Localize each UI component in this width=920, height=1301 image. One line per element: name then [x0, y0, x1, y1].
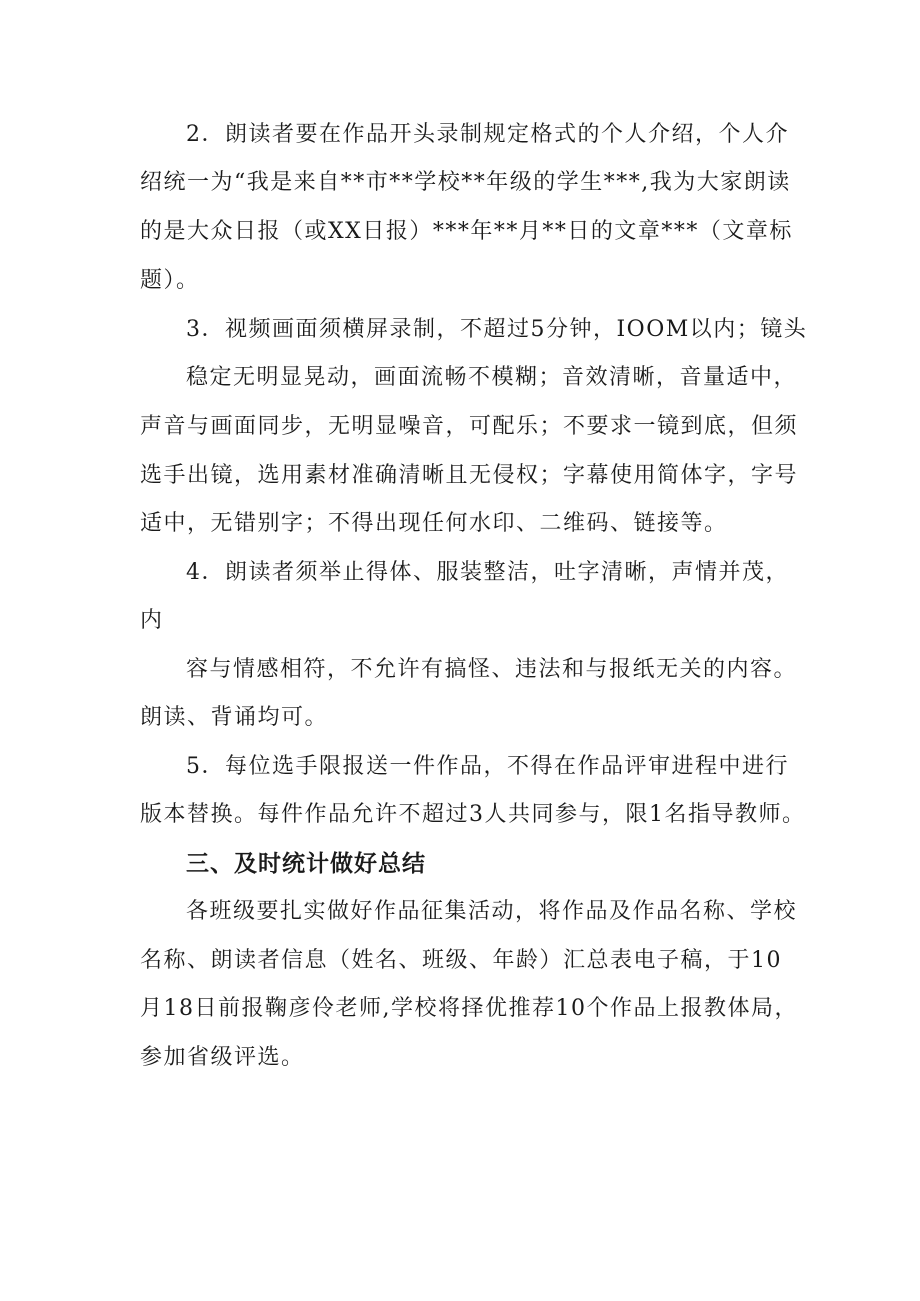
rule-3-line-1: 3．视频画面须横屏录制，不超过5分钟，IOOM以内；镜头 — [186, 317, 808, 342]
rule-2-line-3: 的是大众日报（或XX日报）***年**月**日的文章***（文章标 — [140, 219, 793, 244]
rule-3-line-3: 声音与画面同步，无明显噪音，可配乐；不要求一镜到底，但须 — [140, 414, 799, 439]
summary-line-4: 参加省级评选。 — [140, 1045, 305, 1070]
rule-3-line-5: 适中，无错别字；不得出现任何水印、二维码、链接等。 — [140, 511, 728, 536]
rule-5-line-2: 版本替换。每件作品允许不超过3人共同参与，限1名指导教师。 — [140, 802, 806, 827]
summary-line-2: 名称、朗读者信息（姓名、班级、年龄）汇总表电子稿，于10 — [140, 948, 782, 973]
rule-5-line-1: 5．每位选手限报送一件作品，不得在作品评审进程中进行 — [186, 754, 789, 779]
rule-2-line-1: 2．朗读者要在作品开头录制规定格式的个人介绍，个人介 — [186, 122, 789, 147]
rule-4-line-3: 容与情感相符，不允许有搞怪、违法和与报纸无关的内容。 — [186, 657, 798, 682]
summary-line-3: 月18日前报鞠彦伶老师,学校将择优推荐10个作品上报教体局， — [140, 996, 798, 1021]
rule-2-line-4: 题）。 — [140, 268, 200, 293]
summary-line-1: 各班级要扎实做好作品征集活动，将作品及作品名称、学校 — [186, 899, 798, 924]
rule-3-line-2: 稳定无明显晃动，画面流畅不模糊；音效清晰，音量适中， — [186, 365, 798, 390]
rule-2-line-2: 绍统一为“我是来自**市**学校**年级的学生***,我为大家朗读 — [140, 170, 791, 195]
rule-4-line-1: 4．朗读者须举止得体、服装整洁，吐字清晰，声情并茂， — [186, 560, 789, 585]
rule-4-line-4: 朗读、背诵均可。 — [140, 705, 329, 730]
section-3-heading: 三、及时统计做好总结 — [186, 851, 426, 877]
rule-3-line-4: 选手出镜，选用素材准确清晰且无侵权；字幕使用简体字，字号 — [140, 463, 799, 488]
rule-4-line-2: 内 — [140, 608, 164, 633]
